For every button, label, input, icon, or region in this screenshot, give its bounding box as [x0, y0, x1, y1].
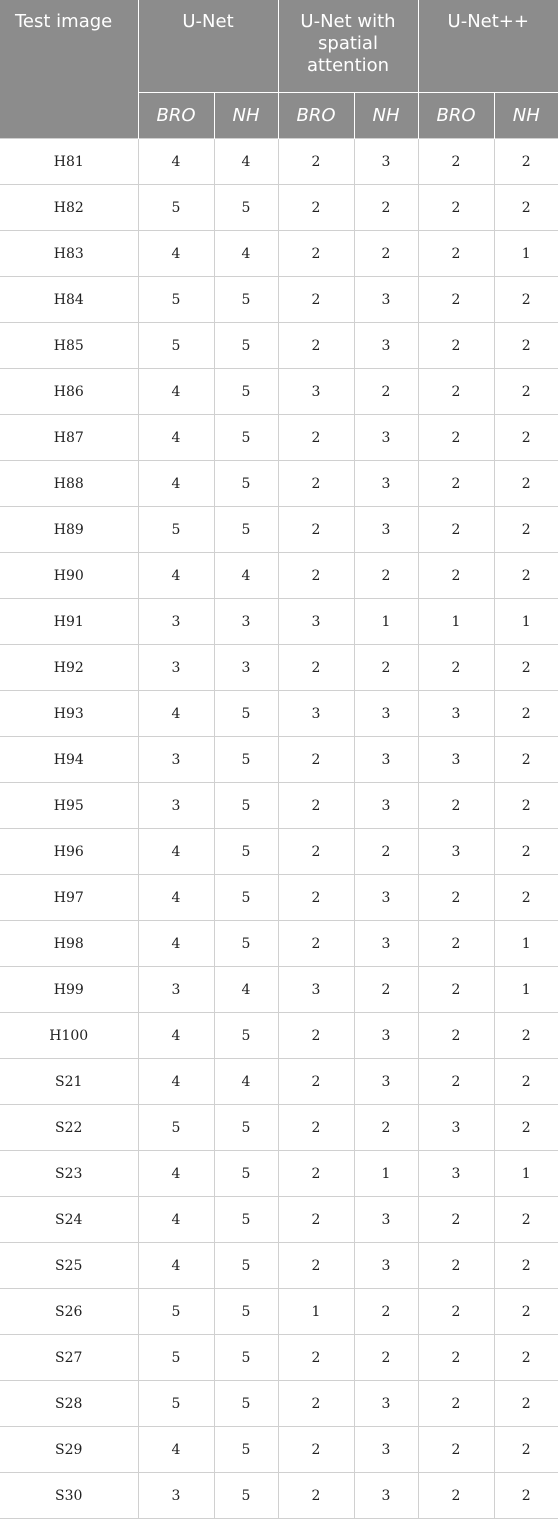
test-image-cell: S27	[0, 1335, 138, 1381]
score-cell: 5	[214, 921, 278, 967]
score-cell: 5	[138, 1381, 214, 1427]
test-image-cell: S23	[0, 1151, 138, 1197]
score-cell: 3	[354, 277, 418, 323]
score-cell: 5	[214, 783, 278, 829]
table-row	[0, 1013, 558, 1059]
table-row	[0, 231, 558, 277]
score-cell: 4	[138, 1243, 214, 1289]
table-row	[0, 507, 558, 553]
header-group-unetpp: U-Net++	[418, 0, 558, 93]
score-cell: 4	[138, 829, 214, 875]
score-cell: 5	[138, 323, 214, 369]
score-cell: 5	[214, 1289, 278, 1335]
score-cell: 5	[138, 1105, 214, 1151]
score-cell: 2	[418, 645, 494, 691]
table-row	[0, 1335, 558, 1381]
score-cell: 2	[494, 369, 558, 415]
test-image-cell: H98	[0, 921, 138, 967]
table-body	[0, 139, 558, 1519]
test-image-cell: S24	[0, 1197, 138, 1243]
score-cell: 4	[138, 1197, 214, 1243]
score-cell: 3	[418, 829, 494, 875]
score-cell: 3	[354, 1197, 418, 1243]
score-cell: 1	[354, 599, 418, 645]
score-cell: 2	[418, 185, 494, 231]
test-image-cell: H82	[0, 185, 138, 231]
score-cell: 2	[494, 1105, 558, 1151]
test-image-cell: S30	[0, 1473, 138, 1519]
score-cell: 2	[418, 921, 494, 967]
score-cell: 2	[494, 783, 558, 829]
score-cell: 2	[418, 231, 494, 277]
score-cell: 4	[214, 553, 278, 599]
table-row	[0, 461, 558, 507]
score-cell: 5	[214, 691, 278, 737]
test-image-cell: S26	[0, 1289, 138, 1335]
score-cell: 2	[418, 1335, 494, 1381]
score-cell: 2	[494, 1243, 558, 1289]
score-cell: 2	[494, 1197, 558, 1243]
score-cell: 2	[278, 783, 354, 829]
test-image-cell: H85	[0, 323, 138, 369]
score-cell: 3	[278, 691, 354, 737]
score-cell: 2	[278, 921, 354, 967]
table-row	[0, 1427, 558, 1473]
score-cell: 2	[278, 1151, 354, 1197]
table-row	[0, 645, 558, 691]
score-cell: 5	[214, 415, 278, 461]
score-cell: 2	[418, 1059, 494, 1105]
header-metric: NH	[354, 93, 418, 139]
table-header	[0, 0, 558, 139]
score-cell: 4	[138, 1059, 214, 1105]
test-image-cell: H97	[0, 875, 138, 921]
header-metric: NH	[494, 93, 558, 139]
score-cell: 3	[214, 645, 278, 691]
score-cell: 2	[354, 553, 418, 599]
score-cell: 2	[278, 1197, 354, 1243]
score-cell: 5	[138, 1289, 214, 1335]
test-image-cell: H100	[0, 1013, 138, 1059]
score-cell: 2	[278, 1059, 354, 1105]
score-cell: 2	[418, 875, 494, 921]
score-cell: 2	[278, 553, 354, 599]
score-cell: 5	[138, 185, 214, 231]
score-cell: 3	[138, 737, 214, 783]
table-row	[0, 1059, 558, 1105]
score-cell: 2	[278, 1105, 354, 1151]
score-cell: 2	[354, 369, 418, 415]
score-cell: 2	[354, 829, 418, 875]
test-image-cell: H96	[0, 829, 138, 875]
score-cell: 2	[354, 1289, 418, 1335]
score-cell: 1	[494, 921, 558, 967]
score-cell: 2	[494, 461, 558, 507]
table-row	[0, 967, 558, 1013]
test-image-cell: H89	[0, 507, 138, 553]
score-cell: 2	[418, 323, 494, 369]
score-cell: 5	[214, 1427, 278, 1473]
score-cell: 2	[278, 737, 354, 783]
score-cell: 4	[138, 921, 214, 967]
score-cell: 2	[418, 277, 494, 323]
score-cell: 3	[138, 1473, 214, 1519]
score-cell: 2	[418, 1381, 494, 1427]
score-cell: 2	[494, 185, 558, 231]
test-image-cell: S29	[0, 1427, 138, 1473]
header-metric: NH	[214, 93, 278, 139]
score-cell: 2	[278, 829, 354, 875]
test-image-cell: H87	[0, 415, 138, 461]
score-cell: 2	[418, 1243, 494, 1289]
score-cell: 2	[494, 875, 558, 921]
test-image-cell: H91	[0, 599, 138, 645]
test-image-cell: H92	[0, 645, 138, 691]
score-cell: 3	[418, 737, 494, 783]
score-cell: 5	[214, 1013, 278, 1059]
score-cell: 5	[138, 277, 214, 323]
score-cell: 5	[214, 369, 278, 415]
score-cell: 2	[354, 967, 418, 1013]
score-cell: 5	[214, 737, 278, 783]
score-cell: 2	[354, 231, 418, 277]
table-row	[0, 737, 558, 783]
score-cell: 2	[494, 737, 558, 783]
header-metric: BRO	[278, 93, 354, 139]
score-cell: 2	[418, 507, 494, 553]
table-row	[0, 415, 558, 461]
score-cell: 2	[418, 1013, 494, 1059]
score-cell: 4	[138, 1151, 214, 1197]
table-row	[0, 323, 558, 369]
test-image-cell: H83	[0, 231, 138, 277]
score-cell: 4	[138, 875, 214, 921]
score-cell: 2	[494, 1335, 558, 1381]
table-row	[0, 1381, 558, 1427]
score-cell: 2	[494, 139, 558, 185]
score-cell: 5	[214, 1335, 278, 1381]
score-cell: 3	[138, 645, 214, 691]
score-cell: 2	[494, 1473, 558, 1519]
score-cell: 3	[418, 1151, 494, 1197]
score-cell: 4	[214, 231, 278, 277]
score-cell: 2	[418, 461, 494, 507]
score-cell: 2	[494, 691, 558, 737]
score-cell: 5	[214, 1105, 278, 1151]
score-cell: 3	[418, 1105, 494, 1151]
score-cell: 3	[418, 691, 494, 737]
score-cell: 2	[494, 323, 558, 369]
score-cell: 3	[354, 921, 418, 967]
test-image-cell: H88	[0, 461, 138, 507]
score-cell: 5	[214, 461, 278, 507]
table-row	[0, 875, 558, 921]
table-row	[0, 1473, 558, 1519]
table-row	[0, 139, 558, 185]
score-cell: 3	[354, 875, 418, 921]
score-cell: 4	[214, 139, 278, 185]
table-row	[0, 185, 558, 231]
score-cell: 5	[214, 277, 278, 323]
score-cell: 3	[354, 1059, 418, 1105]
score-cell: 3	[354, 1427, 418, 1473]
score-cell: 3	[138, 783, 214, 829]
score-cell: 2	[418, 967, 494, 1013]
score-cell: 2	[278, 139, 354, 185]
score-cell: 1	[494, 231, 558, 277]
test-image-cell: H81	[0, 139, 138, 185]
score-cell: 4	[214, 967, 278, 1013]
score-cell: 4	[138, 139, 214, 185]
score-cell: 5	[214, 875, 278, 921]
test-image-cell: H95	[0, 783, 138, 829]
header-metric: BRO	[138, 93, 214, 139]
score-cell: 3	[354, 1381, 418, 1427]
score-cell: 1	[494, 967, 558, 1013]
score-cell: 1	[278, 1289, 354, 1335]
score-cell: 5	[214, 829, 278, 875]
table-row	[0, 369, 558, 415]
score-cell: 2	[278, 875, 354, 921]
score-cell: 3	[354, 461, 418, 507]
table-row	[0, 1243, 558, 1289]
score-cell: 3	[354, 783, 418, 829]
score-cell: 1	[354, 1151, 418, 1197]
score-cell: 5	[214, 507, 278, 553]
score-cell: 4	[138, 1013, 214, 1059]
table-row	[0, 1197, 558, 1243]
score-cell: 2	[494, 415, 558, 461]
score-cell: 2	[418, 415, 494, 461]
test-image-cell: H93	[0, 691, 138, 737]
score-cell: 5	[214, 1473, 278, 1519]
score-cell: 4	[138, 691, 214, 737]
header-group-unet: U-Net	[138, 0, 278, 93]
score-cell: 2	[418, 1427, 494, 1473]
score-cell: 2	[494, 507, 558, 553]
table-row	[0, 1151, 558, 1197]
score-cell: 2	[354, 185, 418, 231]
score-cell: 2	[494, 553, 558, 599]
score-cell: 4	[138, 553, 214, 599]
score-cell: 3	[138, 967, 214, 1013]
table-row	[0, 783, 558, 829]
table-row	[0, 829, 558, 875]
score-cell: 3	[138, 599, 214, 645]
score-cell: 5	[214, 1197, 278, 1243]
score-cell: 3	[278, 369, 354, 415]
header-row-groups	[0, 0, 558, 93]
table-row	[0, 691, 558, 737]
score-cell: 2	[494, 1427, 558, 1473]
score-cell: 2	[278, 507, 354, 553]
score-cell: 2	[494, 645, 558, 691]
score-cell: 3	[354, 1243, 418, 1289]
score-cell: 3	[214, 599, 278, 645]
score-cell: 2	[418, 783, 494, 829]
test-image-cell: H99	[0, 967, 138, 1013]
score-cell: 3	[278, 967, 354, 1013]
score-cell: 2	[278, 1243, 354, 1289]
table-row	[0, 599, 558, 645]
score-cell: 3	[278, 599, 354, 645]
score-cell: 1	[494, 599, 558, 645]
header-group-unet-spatial-attention: U-Net with spatial attention	[278, 0, 418, 93]
score-cell: 4	[138, 1427, 214, 1473]
score-cell: 2	[494, 277, 558, 323]
score-cell: 4	[138, 369, 214, 415]
score-cell: 2	[278, 1427, 354, 1473]
test-image-cell: H84	[0, 277, 138, 323]
score-cell: 2	[278, 185, 354, 231]
score-cell: 3	[354, 737, 418, 783]
score-cell: 1	[418, 599, 494, 645]
score-cell: 2	[278, 1473, 354, 1519]
table-row	[0, 921, 558, 967]
score-cell: 4	[138, 461, 214, 507]
score-cell: 2	[278, 1013, 354, 1059]
test-image-cell: S28	[0, 1381, 138, 1427]
score-cell: 5	[138, 1335, 214, 1381]
score-cell: 3	[354, 415, 418, 461]
score-cell: 2	[354, 1335, 418, 1381]
test-image-cell: S21	[0, 1059, 138, 1105]
score-cell: 2	[278, 461, 354, 507]
score-cell: 5	[214, 1381, 278, 1427]
score-cell: 1	[494, 1151, 558, 1197]
table-row	[0, 553, 558, 599]
score-cell: 4	[138, 231, 214, 277]
score-cell: 2	[418, 369, 494, 415]
score-cell: 5	[214, 323, 278, 369]
score-cell: 3	[354, 139, 418, 185]
score-cell: 2	[278, 645, 354, 691]
test-image-cell: H90	[0, 553, 138, 599]
score-cell: 2	[278, 231, 354, 277]
score-cell: 2	[418, 139, 494, 185]
score-cell: 5	[214, 1151, 278, 1197]
score-cell: 2	[418, 553, 494, 599]
score-cell: 2	[278, 323, 354, 369]
score-cell: 5	[214, 185, 278, 231]
score-cell: 3	[354, 323, 418, 369]
score-cell: 3	[354, 507, 418, 553]
score-cell: 3	[354, 1013, 418, 1059]
score-cell: 5	[138, 507, 214, 553]
test-image-cell: H86	[0, 369, 138, 415]
score-cell: 3	[354, 1473, 418, 1519]
score-cell: 4	[138, 415, 214, 461]
score-cell: 2	[494, 1059, 558, 1105]
score-cell: 4	[214, 1059, 278, 1105]
score-cell: 2	[278, 1335, 354, 1381]
test-image-cell: S25	[0, 1243, 138, 1289]
score-cell: 2	[418, 1473, 494, 1519]
score-cell: 2	[278, 415, 354, 461]
table-row	[0, 277, 558, 323]
score-cell: 2	[354, 1105, 418, 1151]
score-cell: 2	[494, 1013, 558, 1059]
score-cell: 2	[494, 829, 558, 875]
score-cell: 3	[354, 691, 418, 737]
score-cell: 2	[494, 1289, 558, 1335]
header-test-image: Test image	[0, 0, 138, 139]
header-metric: BRO	[418, 93, 494, 139]
score-cell: 5	[214, 1243, 278, 1289]
score-cell: 2	[418, 1197, 494, 1243]
test-image-cell: S22	[0, 1105, 138, 1151]
score-cell: 2	[278, 1381, 354, 1427]
score-cell: 2	[278, 277, 354, 323]
table-row	[0, 1289, 558, 1335]
score-cell: 2	[418, 1289, 494, 1335]
test-image-cell: H94	[0, 737, 138, 783]
score-cell: 2	[354, 645, 418, 691]
score-cell: 2	[494, 1381, 558, 1427]
table-row	[0, 1105, 558, 1151]
